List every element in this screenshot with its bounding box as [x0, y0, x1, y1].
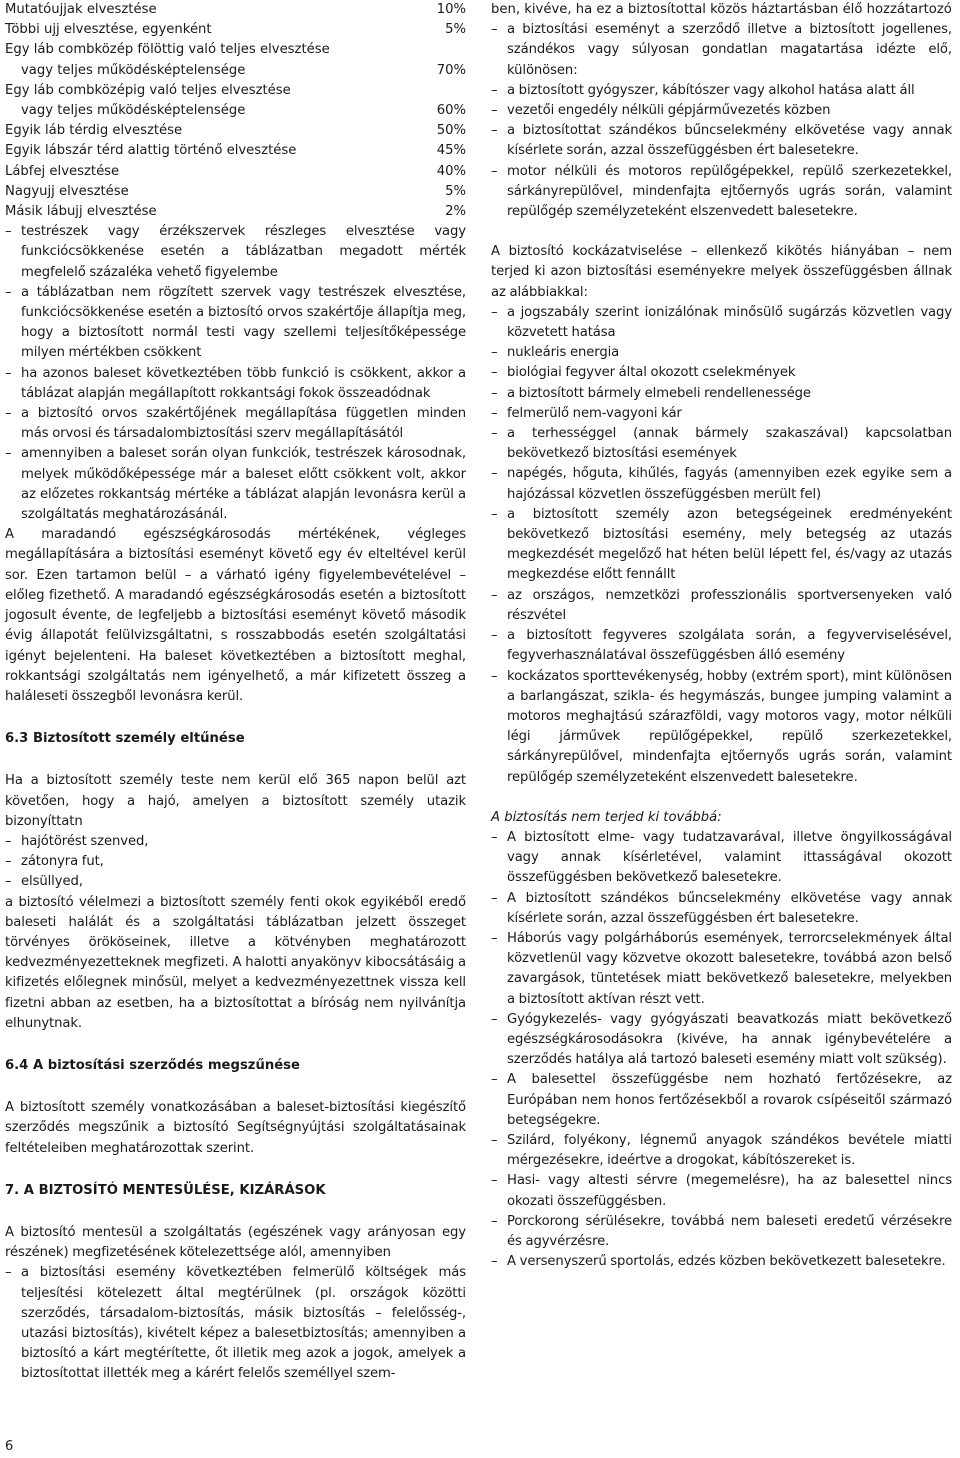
list-item: – testrészek vagy érzékszervek részleges elvesztése vagy funkciócsökkenése esetén a táblázatban megadott mérték megfelelő százaléka vehető figyelembe	[5, 222, 466, 283]
paragraph: A biztosító mentesül a szolgáltatás (egészének vagy arányosan egy részének) megfizetésének kötelezettsége alól, amennyiben	[5, 1224, 466, 1261]
list-item: – biológiai fegyver által okozott cselekmények	[491, 363, 952, 383]
section-heading: 6.3 Biztosított személy eltűnése	[5, 731, 245, 747]
table-row: Egy láb combközépig való teljes elvesztése	[5, 82, 291, 98]
section-heading: 7. A BIZTOSÍTÓ MENTESÜLÉSE, KIZÁRÁSOK	[5, 1182, 326, 1198]
list-item: – vezetői engedély nélküli gépjárművezetés közben	[491, 101, 952, 121]
list-item: – Porckorong sérülésekre, továbbá nem baleseti eredetű vérzésekre és agyvérzésre.	[491, 1212, 952, 1252]
list-item: – motor nélküli és motoros repülőgépekkel, repülő szerkezetekkel, sárkányrepülővel, mindenfajta ejtőernyős ugrás során, valamint repülőgép személyzeteként elszenvedett balesetekre.	[491, 162, 952, 223]
list-item: – ha azonos baleset következtében több funkció is csökkent, akkor a táblázat alapján megállapított rokkantsági fokok összeadódnak	[5, 364, 466, 404]
list-item: – amennyiben a baleset során olyan funkciók, testrészek károsodnak, melyek működőképessége már a baleset előtt csökkent volt, akkor az előzetes rokkantság mértéke a táblázat alapján levonásra kerül a szolgáltatás meghatározásánál.	[5, 444, 466, 525]
paragraph: A biztosító kockázatviselése – ellenkező kikötés hiányában – nem terjed ki azon biztosítási eseményekre melyek összefüggésben állnak az alábbiakkal:	[491, 244, 952, 300]
list-item: – a biztosítottat szándékos bűncselekmény elkövetése vagy annak kísérlete során, azzal összefüggésben ért balesetekre.	[491, 121, 952, 161]
list-item: – A biztosított szándékos bűncselekmény elkövetése vagy annak kísérlete során, azzal összefüggésben ért balesetekre.	[491, 889, 952, 929]
list-item: – A versenyszerű sportolás, edzés közben bekövetkezett balesetekre.	[491, 1252, 952, 1272]
table-row: Egy láb combközép fölöttig való teljes elvesztése	[5, 42, 330, 58]
paragraph: a biztosító vélelmezi a biztosított személy fenti okok egyikéből eredő baleseti halálát és a szolgáltatási táblázatban jelzett összeget törvényes örököseinek, illetve a kötvényben meghatározott kedvezményezetteknek megfizeti. A halotti anyakönyv kibocsátásáig a kifizetés előlegnek minősül, melyet a kedvezményezettnek vissza kell fizetni abban az esetben, ha a biztosítottat a bíróság nem nyilvánítja elhunytnak.	[5, 894, 466, 1031]
list-item: – a táblázatban nem rögzített szervek vagy testrészek elvesztése, funkciócsökkenése esetén a biztosító orvos szakértője állapítja meg, hogy a biztosított normál testi vagy szellemi teljesítőképessége milyen mértékben csökkent	[5, 283, 466, 364]
table-row: Mutatóujjak elvesztése 10%	[5, 2, 466, 17]
left-column	[5, 0, 466, 1385]
list-item: – a biztosított bármely elmebeli rendellenessége	[491, 384, 952, 404]
list-item: – hajótörést szenved,	[5, 832, 466, 852]
list-item: – a biztosító orvos szakértőjének megállapítása független minden más orvosi és társadalombiztosítási szerv megállapításától	[5, 404, 466, 444]
table-row: Többi ujj elvesztése, egyenként 5%	[5, 22, 466, 38]
list-item: – a terhességgel (annak bármely szakaszával) kapcsolatban bekövetkező biztosítási események	[491, 424, 952, 464]
list-item: – Hasi- vagy altesti sérvre (megemelésre), ha az balesettel nincs okozati összefüggésben.	[491, 1171, 952, 1211]
paragraph: A biztosított személy vonatkozásában a baleset-biztosítási kiegészítő szerződés megszűnik a biztosító Segítségnyújtási szolgáltatásainak feltételeiben meghatározottak szerint.	[5, 1100, 466, 1156]
list-item: – a biztosított személy azon betegségeinek eredményeként bekövetkező biztosítási esemény, mely betegség az utazás megkezdését megelőző hat héten belül lépett fel, és/vagy az utazás megkezdése előtt fennállt	[491, 505, 952, 586]
list-item: – a biztosított gyógyszer, kábítószer vagy alkohol hatása alatt áll	[491, 81, 952, 101]
table-row: Egyik lábszár térd alattig történő elvesztése 45%	[5, 143, 466, 159]
list-item: – A biztosított elme- vagy tudatzavarával, illetve öngyilkosságával vagy annak kísérletével, valamint ittasságával okozott összefüggésben bekövetkező balesetekre.	[491, 828, 952, 889]
list-item: – Gyógykezelés- vagy gyógyászati beavatkozás miatt bekövetkező egészségkárosodásokra (kivéve, ha annak igénybevételére a szerződés hatálya alá tartozó baleseti esemény miatt volt szükség).	[491, 1010, 952, 1071]
table-row: vagy teljes működésképtelensége 60%	[21, 103, 466, 119]
list-item: – a biztosítási eseményt a szerződő illetve a biztosított jogellenes, szándékos vagy súlyosan gondatlan magatartása idézte elő, különösen:	[491, 20, 952, 81]
paragraph-continuation: ben, kivéve, ha ez a biztosítottal közös háztartásban élő hozzátartozó	[491, 2, 952, 17]
page-number: 6	[5, 1439, 14, 1454]
table-row: Lábfej elvesztése 40%	[5, 163, 466, 179]
disability-table	[5, 0, 466, 222]
list-item: – zátonyra fut,	[5, 852, 466, 872]
table-row: vagy teljes működésképtelensége 70%	[21, 62, 466, 78]
right-column	[491, 0, 952, 1272]
table-notes-list	[5, 222, 466, 525]
list-item: – kockázatos sporttevékenység, hobby (extrém sport), mint különösen a barlangászat, szikla- és hegymászás, bungee jumping valamint a motoros meghajtású szárazföldi, vagy motoros vagy, motor nélküli légi járművek repülőgépekkel, repülő szerkezetekkel, sárkányrepülővel, mindenfajta ejtőernyős ugrás során, valamint repülőgép személyzeteként elszenvedett balesetekre.	[491, 667, 952, 788]
list-item: – napégés, hőguta, kihűlés, fagyás (amennyiben ezek egyike sem a hajózással közvetlen összefüggésben merült fel)	[491, 464, 952, 504]
list-item: – a biztosítási esemény következtében felmerülő költségek más teljesítési kötelezett által megtérülnek (pl. országok közötti szerződés, társadalom-biztosítás, másik biztosítás – felelősség-, utazási biztosítás), kivételt képez a balesetbiztosítás; amennyiben a biztosító a kárt megtérítette, őt illetik meg azok a jogok, amelyek a biztosítottat illették meg a kárért felelős személlyel szem-	[5, 1263, 466, 1384]
list-item: – a jogszabály szerint ionizálónak minősülő sugárzás közvetlen vagy közvetett hatása	[491, 303, 952, 343]
list-item: – felmerülő nem-vagyoni kár	[491, 404, 952, 424]
paragraph: A maradandó egészségkárosodás mértékének, végleges megállapítására a biztosítási eseményt követő egy év elteltével kerül sor. Ezen tartamon belül – a várható igény figyelembevételével – előleg fizethető. A maradandó egészségkárosodás esetén a biztosított jogosult évente, de legfeljebb a biztosítási eseményt követő második évig állapotát felülvizsgáltatni, s rosszabbodás esetén szolgáltatási igényt bejelenteni. Ha baleset következtében a biztosított meghal, rokkantsági szolgáltatás nem igényelhető, a már kifizetett összeg a haláleseti összegből levonásra kerül.	[5, 527, 466, 704]
list-item: – A balesettel összefüggésbe nem hozható fertőzésekre, az Európában nem honos fertőzésekből a rovarok csípéseitől származó betegségekre.	[491, 1070, 952, 1131]
table-row: Másik lábujj elvesztése 2%	[5, 204, 466, 220]
italic-subheading: A biztosítás nem terjed ki továbbá:	[491, 809, 722, 825]
list-item: – Háborús vagy polgárháborús események, terrorcselekmények által közvetlenül vagy közvetve okozott balesetekre, továbbá azon belső zavargások, tüntetések miatt bekövetkező balesetekre, melyekben a biztosított aktívan részt vett.	[491, 929, 952, 1010]
list-item: – az országos, nemzetközi professzionális sportversenyeken való részvétel	[491, 586, 952, 626]
table-row: Nagyujj elvesztése 5%	[5, 183, 466, 199]
paragraph: Ha a biztosított személy teste nem kerül elő 365 napon belül azt követően, hogy a hajó, amelyen a biztosított személy utazik bizonyíttatn	[5, 773, 466, 829]
section-heading: 6.4 A biztosítási szerződés megszűnése	[5, 1057, 300, 1073]
list-item: – nukleáris energia	[491, 343, 952, 363]
table-row: Egyik láb térdig elvesztése 50%	[5, 123, 466, 139]
list-item: – elsüllyed,	[5, 872, 466, 892]
list-item: – a biztosított fegyveres szolgálata során, a fegyverviselésével, fegyverhasználatával összefüggésben álló esemény	[491, 626, 952, 666]
list-item: – Szilárd, folyékony, légnemű anyagok szándékos bevétele miatti mérgezésekre, ideértve a drogokat, kábítószereket is.	[491, 1131, 952, 1171]
